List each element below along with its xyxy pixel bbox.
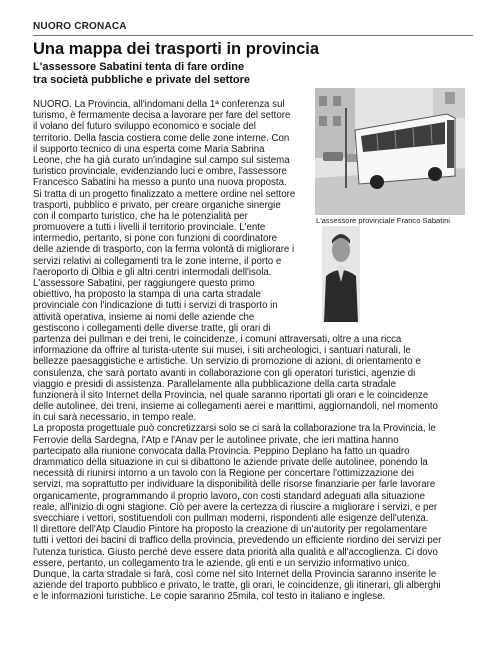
body-line: drammatico della situazione in cui si dibattono le aziende private delle autolinee, ponendo la [33, 457, 428, 468]
body-line: e le informazioni turistiche. Le copie saranno 25mila, col testo in italiano e inglese. [33, 591, 386, 603]
body-line: La proposta progettuale può concretizzarsi solo se ci sarà la collaborazione tra la Provincia, le [33, 423, 436, 435]
body-line: turistico provinciale, evidenziando luci e ombre, l'assessore [33, 166, 287, 178]
article-headline: Una mappa dei trasporti in provincia [33, 40, 320, 58]
body-line: informazione da offrire al turista-utente sui musei, i siti archeologici, i santuari naturali, le [33, 345, 411, 357]
body-line: NUORO. La Provincia, all'indomani della 1ª conferenza sul [33, 99, 285, 110]
body-line: Dunque, la carta stradale si farà, così come nel sito Internet della Provincia saranno inserite le [33, 568, 437, 580]
body-line: Francesco Sabatini ha messo a punto una nuova proposta. [33, 177, 287, 189]
subhead-line: L'assessore Sabatini tenta di fare ordine [33, 61, 245, 73]
section-label: NUORO CRONACA [33, 21, 127, 32]
body-line: servizi relativi ai collegamenti tra le zone interne, il porto e [33, 255, 282, 267]
body-line: provinciale con l'indicazione di tutti i servizi di trasporto in [33, 300, 278, 312]
body-line: delle autolinee, dei treni, insieme ai collegamenti aerei e marittimi, aggiornandoli, nel momento [33, 401, 438, 413]
body-line: consulenza, che sarà portato avanti in collaborazione con gli operatori turistici, agenzie di [33, 367, 416, 379]
body-line: aziende del traporto pubblico e privato, le tratte, gli orari, le coincidenze, gli itinerari, gli alberghi [33, 580, 441, 592]
section-rule [33, 35, 473, 36]
body-line: in cui sarà necessario, in tempo reale. [33, 412, 197, 424]
body-line: turismo, è fermamente decisa a lavorare per fare del settore [33, 110, 291, 122]
body-line: svecchiare i vettori, sostituendoli con pullman moderni, rispondenti alle esigenze dell'utenza. [33, 512, 429, 524]
body-line: trasporti, pubblico e privato, per creare organiche sinergie [33, 199, 281, 211]
body-line: viaggio e presidi di assistenza. Parallelamente alla pubblicazione della carta stradale [33, 378, 396, 390]
bus-photo-caption: L'assessore provinciale Franco Sabatini [316, 216, 450, 225]
body-line: Il direttore dell'Atp Claudio Pintore ha proposto la creazione di un'autority per regolamentare [33, 524, 428, 536]
body-line: l'aeroporto di Olbia e gli altri centri intermodali dell'isola. [33, 266, 272, 278]
body-line: partenza dei pullman e dei treni, le coincidenze, i comuni attraversati, oltre a una ricca [33, 333, 402, 345]
body-line: Si tratta di un progetto finalizzato a mettere ordine nel settore [33, 188, 296, 200]
body-line: obiettivo, ha proposto la stampa di una carta stradale [33, 289, 261, 301]
body-line: reale, all'inizio di ogni stagione. Ciò per avere la certezza di riuscire a migliorare i servizi, e per [33, 501, 438, 513]
body-line: l'utenza turistica. Giusto perché deve essere data priorità alla qualità e all'accoglienza. Ci dovo [33, 546, 438, 558]
body-line: il volano del futuro sviluppo economico e sociale del [33, 121, 256, 133]
body-line: tutti i vettori dei bacini di traffico della provincia, prevedendo un efficiente riordino dei servizi per [33, 535, 442, 547]
article-subhead [33, 61, 250, 87]
body-line: servizi, ma soprattutto per individuare la disponibilità delle risorse finanziarie per farle lavorare [33, 479, 436, 491]
body-line: bellezze paesaggistiche e artistiche. Un servizio di promozione di azioni, di orientamento e [33, 356, 421, 368]
body-line: L'assessore Sabatini, per raggiungere questo primo [33, 278, 255, 289]
body-line: attività operativa, insieme ai nomi delle aziende che [33, 311, 255, 323]
body-line: Ferrovie della Sardegna, l'Atp e l'Anav per le autolinee private, che ieri mattina hanno [33, 434, 399, 446]
body-line: promuovere a tutti i livelli il territorio provinciale. L'ente [33, 222, 266, 234]
body-line: intermedio, pertanto, si pone con funzioni di coordinatore [33, 233, 277, 245]
body-line: organicamente, programmando il proprio lavoro, con costi standard adeguati alla situazione [33, 490, 426, 502]
subhead-line: tra società pubbliche e private del settore [33, 74, 251, 86]
body-line: delle aziende di trasporto, con la ferma volontà di migliorare i [33, 244, 295, 256]
body-line: essere, pertanto, un collegamento tra le aziende, gli enti e un servizio informativo unico. [33, 557, 410, 569]
body-line: funzionerà il sito Internet della Provincia, nel quale saranno riportati gli orari e le coincidenze [33, 389, 429, 401]
body-line: Leone, che ha già curato un'indagine sul campo sul sistema [33, 154, 290, 166]
body-line: gestiscono i collegamenti delle diverse tratte, gli orari di [33, 322, 271, 334]
body-line: necessità di riunirsi intorno a un tavolo con la Regione per concertare l'ottimizzazione dei [33, 468, 414, 480]
body-line: territorio. Della fascia costiera come delle zone interne. Con [33, 132, 290, 144]
body-line: partecipato alla riunione convocata dalla Provincia. Peppino Deplano ha fatto un quadro [33, 445, 410, 457]
body-line: il supporto tecnico di una esperta come Maria Sabrina [33, 143, 265, 155]
article-body [33, 99, 441, 602]
body-line: con il comparto turistico, che ha le potenzialità per [33, 210, 248, 222]
